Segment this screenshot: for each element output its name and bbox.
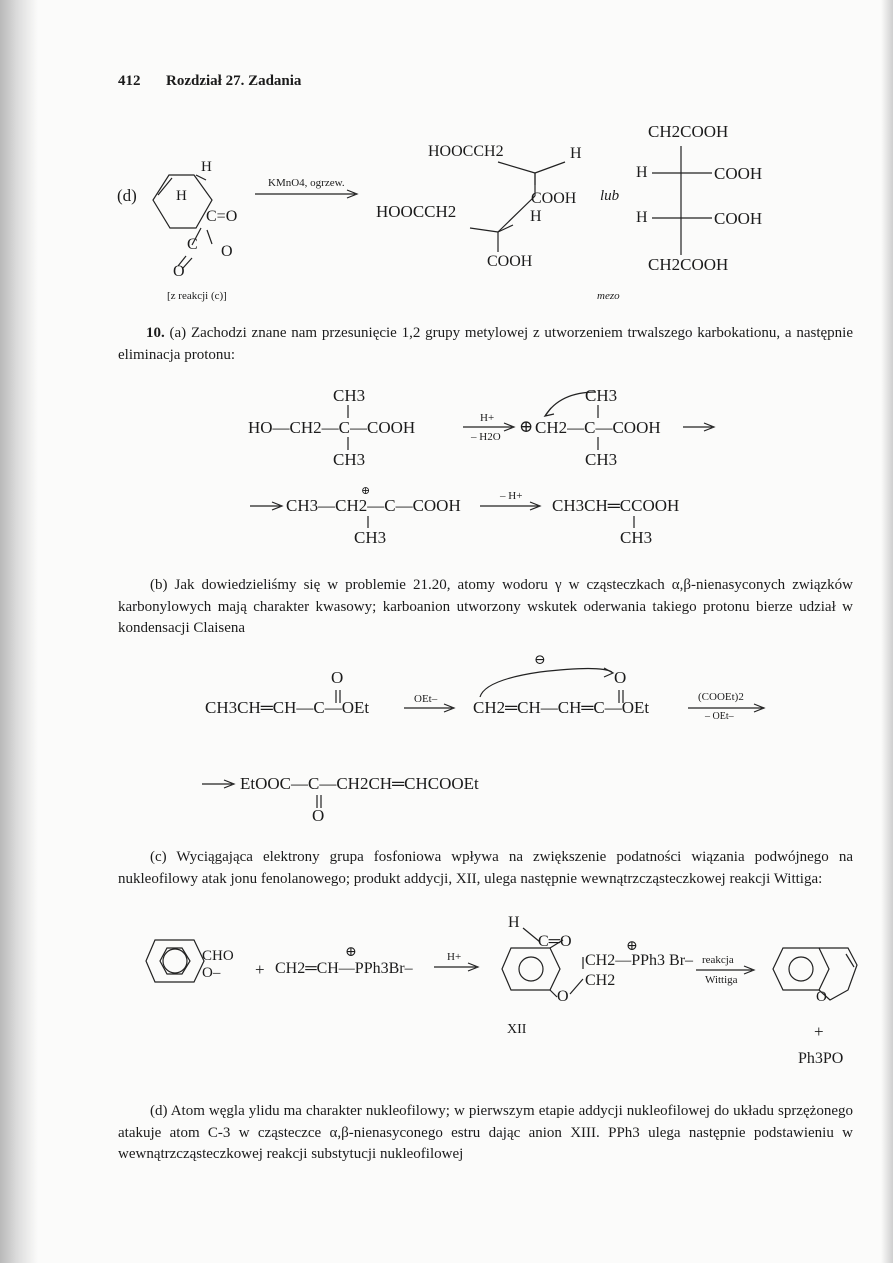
a-ch3-bottom: CH3	[333, 450, 366, 469]
benzene-ring-3	[773, 948, 829, 990]
p1-h-top: H	[570, 145, 582, 162]
xii-ch2: CH2	[585, 972, 616, 989]
a-cation-ch3-top: CH3	[585, 386, 618, 405]
reactant-c: C	[187, 236, 198, 253]
a-cation-plus: ⊕	[519, 417, 534, 436]
b-reactant: CH3CH═CH—C—OEt	[205, 698, 370, 717]
xii-co: C═O	[538, 933, 572, 950]
p1-cooh-mid: COOH	[531, 190, 577, 207]
reagent-kmno4: KMnO4, ogrzew.	[268, 177, 345, 189]
page-number: 412	[118, 73, 141, 89]
c-o-minus: O–	[202, 965, 221, 981]
c-arrow2-top: reakcja	[702, 954, 734, 966]
p2-cooh2: COOH	[714, 209, 763, 228]
b-reactant-o: O	[331, 668, 344, 687]
p2-ch2cooh-top: CH2COOH	[648, 122, 729, 141]
reactant-h-top: H	[201, 159, 212, 175]
caption-mezo: mezo	[597, 290, 620, 302]
problem10-part-a	[118, 323, 853, 366]
p1-hoocch2-top: HOOCCH2	[428, 143, 504, 160]
b-product: EtOOC—C—CH2CH═CHCOOEt	[240, 774, 479, 793]
xii-plus: ⊕	[626, 939, 638, 954]
c-arrow1: H+	[447, 951, 462, 963]
problem10-part-d: (d) Atom węgla ylidu ma charakter nukleofilowy; w pierwszym etapie addycji nukleofilowej do układu sprzężonego atakuje atom C-3 w cząsteczce α,β-nienasyconego estru dając anion XIII. PPh3 ulega następnie podstawieniu w wewnątrzcząsteczkowej reakcji substytucji nukleofilowej	[118, 1103, 853, 1162]
p2-h2: H	[636, 209, 648, 226]
reactant-o-bottom: O	[173, 263, 185, 280]
page-header-title: Rozdział 27. Zadania	[166, 73, 302, 89]
b-arrow2-top: (COOEt)2	[698, 691, 744, 703]
reactant-o-ring: O	[221, 243, 233, 260]
a-product-ch3: CH3	[620, 528, 653, 547]
c-plus-sign: +	[255, 960, 265, 979]
reactant-co: C=O	[206, 208, 238, 225]
b-arrow2-bottom: – OEt–	[705, 711, 734, 722]
label-d: (d)	[117, 186, 137, 205]
p2-ch2cooh-bottom: CH2COOH	[648, 255, 729, 274]
xii-o: O	[557, 988, 569, 1005]
c-product-o: O	[816, 989, 827, 1005]
c-cho: CHO	[202, 948, 234, 964]
a-line2-cation: CH3—CH2—C—COOH	[286, 496, 461, 515]
a-ch3-top: CH3	[333, 386, 366, 405]
a-cation: CH2—C—COOH	[535, 418, 661, 437]
c-reagent: CH2═CH—PPh3Br–	[275, 960, 413, 977]
p2-h1: H	[636, 164, 648, 181]
xii-h: H	[508, 914, 520, 931]
p2-cooh1: COOH	[714, 164, 763, 183]
a-arrow-bottom: – H2O	[471, 431, 501, 443]
c-ph3po: Ph3PO	[798, 1050, 844, 1067]
p1-cooh-bottom: COOH	[487, 253, 533, 270]
b-product-o: O	[312, 806, 325, 825]
c-arrow2-bottom: Wittiga	[705, 974, 738, 986]
a-arrow-top: H+	[480, 412, 495, 424]
problem10-part-b: (b) Jak dowiedzieliśmy się w problemie 21.20, atomy wodoru γ w cząsteczkach α,β-nienasyconych związków karbonylowych mają charakter kwasowy; karboanion utworzony wskutek oderwania takiego protonu bierze udział w kondensacji Claisena	[118, 577, 853, 636]
benzene-ring-2	[502, 948, 560, 990]
problem10-part-c: (c) Wyciągająca elektrony grupa fosfoniowa wpływa na zwiększenie podatności wiązania podwójnego na nukleofilowy atak jonu fenolanowego; produkt addycji, XII, ulega następnie wewnątrzcząsteczkowej reakcji Wittiga:	[118, 849, 853, 887]
p1-h-mid: H	[530, 208, 542, 225]
a-reactant: HO—CH2—C—COOH	[248, 418, 416, 437]
a-arrow2-top: – H+	[500, 490, 523, 502]
problem-number: 10.	[146, 325, 165, 341]
a-cation-ch3-bottom: CH3	[585, 450, 618, 469]
a-line2-plus: ⊕	[361, 485, 371, 497]
part-a-text: (a) Zachodzi znane nam przesunięcie 1,2 grupy metylowej z utworzeniem trwalszego karbokationu, a następnie eliminacja protonu:	[118, 325, 854, 363]
xii-label: XII	[507, 1022, 527, 1037]
lub-label: lub	[600, 188, 620, 204]
b-anion-minus: ⊖	[534, 653, 546, 668]
benzene-ring-1	[146, 940, 204, 982]
xii-ch2p: CH2—PPh3 Br–	[585, 952, 694, 969]
reactant-h-ring: H	[176, 188, 187, 204]
caption-left: [z reakcji (c)]	[167, 290, 227, 302]
c-plus2: +	[814, 1022, 824, 1041]
a-line2-ch3: CH3	[354, 528, 387, 547]
b-anion: CH2═CH—CH═C—OEt	[473, 698, 650, 717]
b-anion-o: O	[614, 668, 627, 687]
a-product: CH3CH═CCOOH	[552, 496, 680, 515]
c-reagent-plus: ⊕	[345, 945, 357, 960]
p1-hoocch2-left: HOOCCH2	[376, 202, 457, 221]
b-arrow1: OEt–	[414, 693, 438, 705]
